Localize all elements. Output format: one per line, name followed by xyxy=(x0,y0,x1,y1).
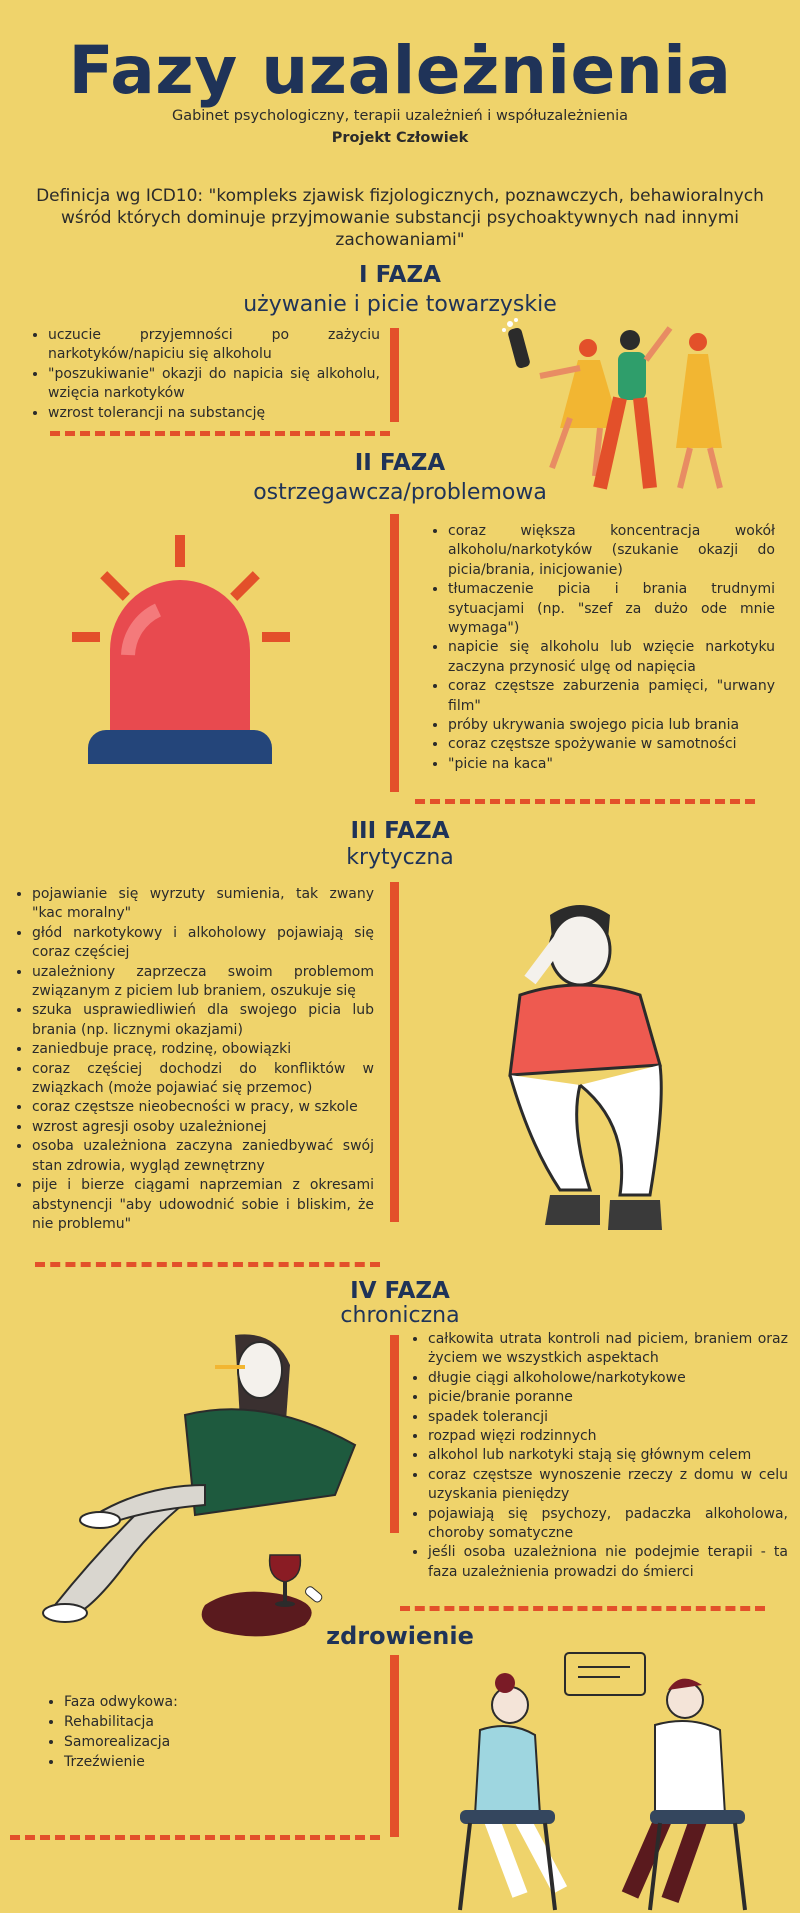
list-item: • całkowita utrata kontroli nad piciem, braniem oraz życiem we wszystkich aspektach xyxy=(428,1330,788,1369)
list-item: • próby ukrywania swojego picia lub brania xyxy=(448,716,775,735)
list-item: • uczucie przyjemności po zażyciu narkotyków/napiciu się alkoholu xyxy=(48,326,380,365)
dashed-divider xyxy=(415,799,755,804)
dashed-divider xyxy=(400,1606,765,1611)
list-item: • rozpad więzi rodzinnych xyxy=(428,1427,788,1446)
timeline-line xyxy=(390,882,399,1222)
dashed-divider xyxy=(10,1835,380,1840)
list-item: • coraz większa koncentracja wokół alkoholu/narkotyków (szukanie okazji do picia/brania, inicjowanie) xyxy=(448,522,775,580)
list-item: • tłumaczenie picia i brania trudnymi sytuacjami (np. "szef za dużo ode mnie wymaga") xyxy=(448,580,775,638)
champagne-bottle-icon xyxy=(502,318,531,369)
page-subtitle: Gabinet psychologiczny, terapii uzależnień i współuzależnienia xyxy=(171,108,629,124)
list-item: • "picie na kaca" xyxy=(448,755,775,774)
list-item: • napicie się alkoholu lub wzięcie narkotyku zaczyna przynosić ulgę od napięcia xyxy=(448,638,775,677)
recovery-list xyxy=(46,1692,346,1772)
alarm-siren-icon xyxy=(70,530,295,765)
list-item: • głód narkotykowy i alkoholowy pojawiają się coraz częściej xyxy=(32,924,374,963)
list-item: • coraz częstsze zaburzenia pamięci, "urwany film" xyxy=(448,677,775,716)
worried-man-illustration xyxy=(490,895,695,1250)
list-item: • pije i bierze ciągami naprzemian z okresami abstynencji "aby udowodnić sobie i bliskim, że nie problemu" xyxy=(32,1176,374,1234)
list-item: • coraz częstsze nieobecności w pracy, w szkole xyxy=(32,1098,374,1117)
therapy-session-illustration xyxy=(450,1645,750,1913)
list-item: • zaniedbuje pracę, rodzinę, obowiązki xyxy=(32,1040,374,1059)
recovery-title: zdrowienie xyxy=(326,1622,474,1650)
timeline-line xyxy=(390,328,399,422)
list-item: • wzrost agresji osoby uzależnionej xyxy=(32,1118,374,1137)
list-item: • coraz częściej dochodzi do konfliktów w związkach (może pojawiać się przemoc) xyxy=(32,1060,374,1099)
phase-2-subtitle: ostrzegawcza/problemowa xyxy=(253,480,547,505)
list-item: • uzależniony zaprzecza swoim problemom związanym z piciem lub braniem, oszukuje się xyxy=(32,963,374,1002)
list-item: • szuka usprawiedliwień dla swojego picia lub brania (np. licznymi okazjami) xyxy=(32,1001,374,1040)
timeline-line xyxy=(390,514,399,792)
dashed-divider xyxy=(35,1262,380,1267)
list-item: • Trzeźwienie xyxy=(64,1752,346,1772)
list-item: • Rehabilitacja xyxy=(64,1712,346,1732)
phase-2-list xyxy=(430,522,775,774)
list-item: • picie/branie poranne xyxy=(428,1388,788,1407)
page-title: Fazy uzależnienia xyxy=(68,32,732,109)
phase-4-list xyxy=(410,1330,788,1582)
list-item: • spadek tolerancji xyxy=(428,1408,788,1427)
phase-3-title: III FAZA xyxy=(350,818,450,844)
list-item: • osoba uzależniona zaczyna zaniedbywać swój stan zdrowia, wygląd zewnętrzny xyxy=(32,1137,374,1176)
organization-name: Projekt Człowiek xyxy=(331,130,469,146)
definition-text: Definicja wg ICD10: "kompleks zjawisk fizjologicznych, poznawczych, behawioralnych wśród których dominuje przyjmowanie substancji psychoaktywnych nad innymi zachowaniami" xyxy=(36,186,764,250)
list-item: • Samorealizacja xyxy=(64,1732,346,1752)
timeline-line xyxy=(390,1335,399,1533)
dashed-divider xyxy=(50,431,390,436)
phase-4-subtitle: chroniczna xyxy=(340,1303,460,1328)
list-item: • jeśli osoba uzależniona nie podejmie terapii - ta faza uzależnienia prowadzi do śmierci xyxy=(428,1543,788,1582)
phase-3-subtitle: krytyczna xyxy=(346,845,454,870)
speech-bubble-icon xyxy=(565,1653,645,1695)
list-item: • alkohol lub narkotyki stają się głównym celem xyxy=(428,1446,788,1465)
phase-1-title: I FAZA xyxy=(359,262,441,288)
phase-1-subtitle: używanie i picie towarzyskie xyxy=(243,292,557,317)
list-item: • pojawiają się psychozy, padaczka alkoholowa, choroby somatyczne xyxy=(428,1505,788,1544)
timeline-line xyxy=(390,1655,399,1837)
list-item: • "poszukiwanie" okazji do napicia się alkoholu, wzięcia narkotyków xyxy=(48,365,380,404)
list-item: • coraz częstsze wynoszenie rzeczy z domu w celu uzyskania pieniędzy xyxy=(428,1466,788,1505)
phase-2-title: II FAZA xyxy=(354,450,446,476)
list-item: • coraz częstsze spożywanie w samotności xyxy=(448,735,775,754)
phase-1-list xyxy=(30,326,380,423)
cigarette-icon xyxy=(215,1365,245,1369)
list-item: • wzrost tolerancji na substancję xyxy=(48,404,380,423)
phase-4-title: IV FAZA xyxy=(350,1278,450,1304)
list-item: • Faza odwykowa: xyxy=(64,1692,346,1712)
phase-3-list xyxy=(14,885,374,1234)
list-item: • długie ciągi alkoholowe/narkotykowe xyxy=(428,1369,788,1388)
list-item: • pojawianie się wyrzuty sumienia, tak zwany "kac moralny" xyxy=(32,885,374,924)
